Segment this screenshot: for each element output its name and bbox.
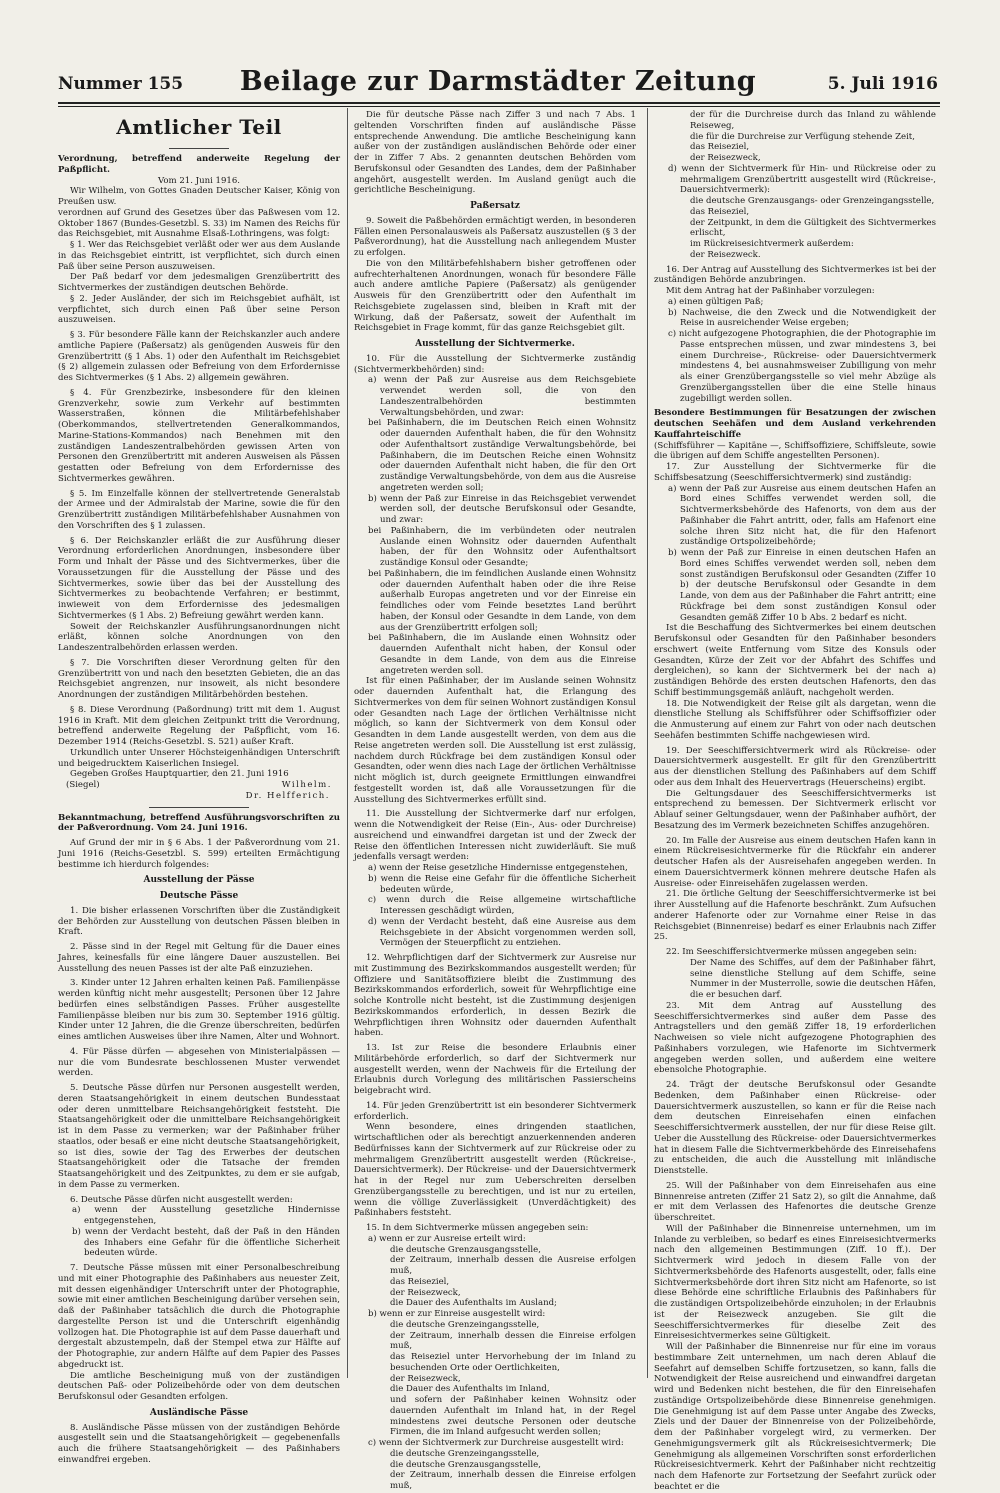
separator — [149, 807, 249, 808]
paragraph: 3. Kinder unter 12 Jahren erhalten keinen Paß. Familienpässe werden künftig nicht mehr ausgestellt; Personen über 12 Jahre bedürfen eines selbständigen Passes. Früher ausgestellte Familienpässe bleiben nur bis zum 30. September 1916 gültig. Kinder unter 12 Jahren, die die Grenze überschreiten, bedürfen eines amtlichen Ausweises über ihre Namen, Alter und Wohnort. — [58, 978, 340, 1042]
paragraph: 9. Soweit die Paßbehörden ermächtigt werden, in besonderen Fällen einen Personalausweis als Paßersatz auszustellen (§ 3 der Paßverordnung), hat die Ausstellung nach anliegendem Muster zu erfolgen. — [354, 215, 636, 258]
paragraph: Die für deutsche Pässe nach Ziffer 3 und nach 7 Abs. 1 geltenden Vorschriften finden auf ausländische Pässe entsprechende Anwendung. Die amtliche Bescheinigung kann außer von der zuständigen ausländischen Behörde oder einer der in Ziffer 7 Abs. 2 genannten deutschen Behörden vom Berufskonsul oder Gesandten des Landes, dem der Paßinhaber angehört, ausgestellt werden. Im Ausland genügt auch die gerichtliche Bescheinigung. — [354, 110, 636, 196]
paragraph: 15. In dem Sichtvermerke müssen angegeben sein: — [366, 1223, 589, 1233]
list-subitem: der für die Durchreise durch das Inland zu wählende Reiseweg, — [690, 110, 936, 131]
list-item: c) wenn durch die Reise allgemeine wirtschaftliche Interessen geschädigt würden, — [368, 895, 636, 916]
list-item: b) wenn die Reise eine Gefahr für die öffentliche Sicherheit bedeuten würde, — [368, 873, 636, 895]
paragraph: Mit dem Antrag hat der Paßinhaber vorzulegen: — [666, 286, 875, 296]
paragraph: 13. Ist zur Reise die besondere Erlaubnis einer Militärbehörde erforderlich, so darf der Sichtvermerk nur ausgestellt werden, wenn der Nachweis für die Erteilung der Erlaubnis durch Vorlegung des militärischen Passierscheins beigebracht wird. — [354, 1043, 636, 1096]
list-item: b) wenn der Verdacht besteht, daß der Paß in den Händen des Inhabers eine Gefahr für die öffentliche Sicherheit bedeuten würde. — [72, 1226, 340, 1259]
paragraph: Auf Grund der mir in § 6 Abs. 1 der Paßverordnung vom 21. Juni 1916 (Reichs-Gesetzbl. S. 599) erteilten Ermächtigung bestimme ich hierdurch folgendes: — [58, 838, 340, 870]
paragraph: 18. Die Notwendigkeit der Reise gilt als dargetan, wenn die dienstliche Stellung als Schiffsführer oder Schiffsoffizier oder die Anmusterung auf einem zur Fahrt von oder nach deutschen Seehäfen bestimmten Schiffe nachgewiesen wird. — [654, 698, 936, 741]
paragraph: § 8. Diese Verordnung (Paßordnung) tritt mit dem 1. August 1916 in Kraft. Mit dem gleichen Zeitpunkt tritt die Verordnung, betreffend anderweite Regelung der Paßpflicht, vom 16. Dezember 1914 (Reichs-Gesetzbl. S. 521) außer Kraft. — [58, 704, 340, 747]
list-subitem: das Reiseziel unter Hervorhebung der im Inland zu besuchenden Orte oder Oertlichkeiten, — [390, 1352, 636, 1373]
column-3 — [654, 110, 936, 1492]
list-subitem: das Reiseziel, — [690, 206, 750, 217]
decree-intro: Wir Wilhelm, von Gottes Gnaden Deutscher Kaiser, König von Preußen usw. — [58, 186, 340, 207]
list-subitem: die deutsche Grenzeingangsstelle, — [390, 1448, 540, 1459]
paragraph: § 6. Der Reichskanzler erläßt die zur Ausführung dieser Verordnung erforderlichen Anordnungen, insbesondere über Form und Inhalt der Pässe und des Sichtvermerkes, über die Voraussetzungen für die Ausstellung der Pässe und des Sichtvermerkes, sowie über das bei der Ausstellung des Sichtvermerkes zu beobachtende Verfahren; er bestimmt, inwieweit von dem Erfordernisse des jedesmaligen Sichtvermerkes (§ 1 Abs. 2) Befreiung gewährt werden kann. — [58, 535, 340, 621]
signature-emperor: Wilhelm. — [281, 780, 332, 790]
paragraph: § 1. Wer das Reichsgebiet verläßt oder wer aus dem Auslande in das Reichsgebiet eintritt, ist verpflichtet, sich durch einen Paß über seine Person auszuweisen. — [58, 240, 340, 272]
paragraph: 19. Der Seeschiffersichtvermerk wird als Rückreise- oder Dauersichtvermerk ausgestellt. Er gilt für den Grenzübertritt aus der dienstlichen Stellung des Paßinhabers auf dem Schiff oder aus dem Inhalt des Heuervertrags (Heuerscheins) ergibt. — [654, 745, 936, 788]
paragraph: 6. Deutsche Pässe dürfen nicht ausgestellt werden: — [70, 1194, 293, 1205]
paragraph: § 5. Im Einzelfalle können der stellvertretende Generalstab der Armee und der Admiralstab der Marine, sowie die für den Grenzübertritt zuständigen Militärbefehlshaber Ausnahmen von den Vorschriften des § 1 zulassen. — [58, 488, 340, 531]
subheading: Ausstellung der Pässe — [143, 875, 255, 886]
paragraph: 2. Pässe sind in der Regel mit Geltung für die Dauer eines Jahres, keinesfalls für eine längere Dauer auszustellen. Bei Ausstellung des neuen Passes ist der alte Paß einzuziehen. — [58, 942, 340, 974]
header-rule-thin — [58, 106, 940, 107]
paragraph: 22. Im Seeschiffersichtvermerke müssen angegeben sein: — [666, 947, 917, 957]
list-subitem: die für die Durchreise zur Verfügung stehende Zeit, — [690, 131, 915, 142]
list-item: bei Paßinhabern, die im Deutschen Reich einen Wohnsitz oder dauernden Aufenthalt haben, die für den Wohnsitz oder Aufenthaltsort zuständige Verwaltungsbehörde, bei Paßinhabern, die im Deutschen Reiche einen Wohnsitz oder dauernden Aufenthalt nicht haben, die für den Ort zuständige Verwaltungsbehörde, von dem aus die Ausreise angetreten werden soll; — [368, 418, 636, 493]
page-header — [58, 66, 938, 100]
paragraph: 16. Der Antrag auf Ausstellung des Sichtvermerkes ist bei der zuständigen Behörde anzubringen. — [654, 264, 936, 286]
column-1 — [58, 110, 340, 1465]
list-subitem: der Reisezweck, — [690, 153, 761, 163]
list-item: d) wenn der Verdacht besteht, daß eine Ausreise aus dem Reichsgebiete in der Absicht vorgenommen werden soll, Vermögen der Steuerpflicht zu entziehen. — [368, 916, 636, 949]
paragraph: Will der Paßinhaber die Binnenreise unternehmen, um im Inlande zu verbleiben, so bedarf es eines Einreisesichtvermerks nach den allgemeinen Bestimmungen (Ziff. 10 ff.). Der Sichtvermerk wird jedoch in diesem Falle von der Sichtvermerksbehörde des Hafenorts ausgestellt, oder, falls eine Sichtvermerksbehörde dort ihren Sitz nicht am Hafenorte, so ist diese Behörde eine schriftliche Erlaubnis des Paßinhabers für die zuständigen Ortspolizeibehörde einzuholen; in der Erlaubnis ist der Reisezweck anzugeben. Sie gilt die Seeschiffersichtvermerkes für dieselbe Zeit des Einreisesichtvermerkes seine Gültigkeit. — [654, 1223, 936, 1342]
paragraph: Urkundlich unter Unserer Höchsteigenhändigen Unterschrift und beigedrucktem Kaiserlichen Insiegel. — [58, 747, 340, 769]
list-item: b) Nachweise, die den Zweck und die Notwendigkeit der Reise in ausreichender Weise ergeben; — [668, 307, 936, 329]
column-2 — [354, 110, 636, 1491]
issue-number: Nummer 155 — [58, 74, 184, 94]
signature-block — [58, 780, 340, 791]
paragraph: § 2. Jeder Ausländer, der sich im Reichsgebiet aufhält, ist verpflichtet, sich durch einen Paß über seine Person auszuweisen. — [58, 293, 340, 326]
list-subitem: der Reisezweck. — [690, 249, 761, 260]
signature-chancellor: Dr. Helfferich. — [245, 790, 330, 801]
paragraph: Die von den Militärbefehlshabern bisher getroffenen oder aufrechterhaltenen Anordnungen, wonach für besondere Fälle auch andere amtliche Papiere (Paßersatz) als genügender Ausweis für den Grenzübertritt oder den Aufenthalt im Reichsgebiete zugelassen sind, bleiben in Kraft mit der Wirkung, daß der Paßersatz, soweit der Aufenthalt im Reichsgebiet in Frage kommt, für das ganze Reichsgebiet gilt. — [354, 258, 636, 334]
paragraph: § 4. Für Grenzbezirke, insbesondere für den kleinen Grenzverkehr, sowie zum Verkehr auf bestimmten Wasserstraßen, können die Militärbefehlshaber (Oberkommandos, stellvertretenden Generalkommandos, Marine-Stations-Kommandos) nach Benehmen mit den zuständigen Landeszentralbehörden gewissen Arten von Personen den Grenzübertritt mit anderen Ausweisen als Pässen gestatten oder Befreiung von dem Erfordernisse des Sichtvermerkes gewähren. — [58, 387, 340, 484]
paragraph: Die amtliche Bescheinigung muß von der zuständigen deutschen Paß- oder Polizeibehörde oder von dem deutschen Berufskonsul oder Gesandten erfolgen. — [58, 1370, 340, 1402]
list-subitem: das Reiseziel, — [390, 1276, 450, 1287]
subheading: Paßersatz — [470, 201, 520, 211]
paragraph: Die Geltungsdauer des Seeschiffersichtvermerks ist entsprechend zu bemessen. Der Sichtvermerk erlischt vor Ablauf seiner Geltungsdauer, wenn der Paßinhaber aufhört, der Besatzung des im Vermerk bezeichneten Schiffes anzugehören. — [654, 788, 936, 831]
list-subitem: die deutsche Grenzausgangsstelle, — [390, 1459, 541, 1470]
paragraph: 8. Ausländische Pässe müssen von der zuständigen Behörde ausgestellt sein und die Staatsangehörigkeit — gegebenenfalls auch die frühere Staatsangehörigkeit — des Paßinhabers einwandfrei ergeben. — [58, 1422, 340, 1465]
paragraph: Will der Paßinhaber die Binnenreise nur für eine im voraus bestimmbare Zeit unternehmen, um nach deren Ablauf die Seefahrt auf demselben Schiffe fortzusetzen, so kann, falls die Notwendigkeit der Reise ausreichend und einwandfrei dargetan wird und Bedenken nicht bestehen, die für den Einreisehafen zuständige Ortspolizeibehörde diese Binnenreise genehmigen. Die Genehmigung ist auf dem Passe unter Angabe des Zwecks, Ziels und der Dauer der Binnenreise von der Polizeibehörde, dem der Paßinhaber vorgelegt wird, zu vermerken. Der Genehmigungsvermerk gilt als Rückreisesichtvermerk; Die Genehmigung als allgemeinen Vorschriften sonst erforderlichen Rückreisesichtvermerk. Kehrt der Paßinhaber nicht rechtzeitig nach dem Hafenorte zur Fortsetzung der Seefahrt zurück oder beachtet er die — [654, 1342, 936, 1492]
paragraph: 24. Trägt der deutsche Berufskonsul oder Gesandte Bedenken, dem Paßinhaber einen Rückreise- oder Dauersichtvermerk auszustellen, so kann er für die Reise nach dem deutschen Einreisehafen einen einfachen Seeschiffersichtvermerk ausstellen, der nur für diese Reise gilt. Ueber die Ausstellung des Rückreise- oder Dauersichtvermerkes hat in diesem Falle die Sichtvermerkbehörde des Einreisehafens zu entscheiden, die auch die Ausstellung mit inländische Dienststelle. — [654, 1080, 936, 1176]
paragraph: 5. Deutsche Pässe dürfen nur Personen ausgestellt werden, deren Staatsangehörigkeit in einem deutschen Bundesstaat oder deren unmittelbare Reichsangehörigkeit feststeht. Die Staatsangehörigkeit oder die unmittelbare Reichsangehörigkeit ist in dem Passe zu vermerken; war der Paßinhaber früher staatlos, oder besaß er eine nicht deutsche Staatsangehörigkeit, so ist dies, sowie der Tag des Erwerbes der deutschen Staatsangehörigkeit oder die Tatsache der fremden Staatsangehörigkeit und des Zeitpunktes, zu dem er sie aufgab, in dem Passe zu vermerken. — [58, 1083, 340, 1190]
list-subitem: im Rückreisesichtvermerk außerdem: — [690, 239, 854, 249]
paragraph: 17. Zur Ausstellung der Sichtvermerke für die Schiffsbesatzung (Seeschiffersichtvermerk) sind zuständig: — [654, 462, 936, 483]
list-item: bei Paßinhabern, die im feindlichen Auslande einen Wohnsitz oder dauernden Aufenthalt haben oder die ihre Reise außerhalb Europas angetreten und vor der Einreise ein feindliches oder vom Feinde besetztes Land berührt haben, der Konsul oder Gesandte in dem Lande, von dem aus der Grenzübertritt erfolgen soll; — [368, 568, 636, 633]
list-item: a) wenn der Paß zur Ausreise aus dem Reichsgebiete verwendet werden soll, die von den Landeszentralbehörden bestimmten Verwaltungsbehörden, und zwar: — [368, 375, 636, 418]
paragraph: 23. Mit dem Antrag auf Ausstellung des Seeschiffersichtvermerkes sind außer dem Passe des Antragstellers und den gemäß Ziffer 18, 19 erforderlichen Nachweisen so viele nicht aufgezogene Photographien des Paßinhabers vorzulegen, wie Hafenorte im Sichtvermerk angegeben werden sollen, und außerdem eine weitere ebensolche Photographie. — [654, 1000, 936, 1076]
list-subitem: die deutsche Grenzeingangsstelle, — [390, 1319, 540, 1330]
list-item: a) einen gültigen Paß; — [668, 296, 764, 307]
list-item: bei Paßinhabern, die im Auslande einen Wohnsitz oder dauernden Aufenthalt nicht haben, der Konsul oder Gesandte in dem Lande, von dem aus die Einreise angetreten werden soll. — [368, 633, 636, 676]
list-subitem: der Zeitraum, innerhalb dessen die Einreise erfolgen muß, — [390, 1330, 636, 1352]
list-subitem: die deutsche Grenzausgangsstelle, — [390, 1244, 541, 1255]
issue-date: 5. Juli 1916 — [827, 74, 938, 94]
newspaper-title: Beilage zur Darmstädter Zeitung — [239, 66, 757, 97]
subheading: Ausstellung der Sichtvermerke. — [415, 339, 575, 349]
paragraph: § 3. Für besondere Fälle kann der Reichskanzler auch andere amtliche Papiere (Paßersatz) als genügenden Ausweis für den Grenzübertritt (§ 1 Abs. 1) oder den Aufenthalt im Reichsgebiet (§ 2) allgemein zulassen oder Befreiung von dem Erfordernisse des Sichtvermerkes (§ 1 Abs. 2) allgemein gewähren. — [58, 330, 340, 383]
paragraph: Der Paß bedarf vor dem jedesmaligen Grenzübertritt des Sichtvermerkes der zuständigen deutschen Behörde. — [58, 272, 340, 293]
paragraph: Ist die Beschaffung des Sichtvermerkes bei einem deutschen Berufskonsul oder Gesandten für den Paßinhaber besonders erschwert (weite Entfernung vom Sitze des Konsuls oder Gesandten, Kürze der Zeit vor der Abfahrt des Schiffes und dergleichen), so kann der Sichtvermerk bei der nach a) zuständigen Behörde des ersten deutschen Hafenorts, den das Schiff bestimmungsgemäß anläuft, nachgeholt werden. — [654, 623, 936, 698]
paragraph: 14. Für jeden Grenzübertritt ist ein besonderer Sichtvermerk erforderlich. — [354, 1100, 636, 1122]
paragraph: 10. Für die Ausstellung der Sichtvermerke zuständig (Sichtvermerkbehörden) sind: — [354, 353, 636, 375]
list-subitem: der Reisezweck, — [390, 1287, 461, 1298]
decree-intro-2: verordnen auf Grund des Gesetzes über das Paßwesen vom 12. Oktober 1867 (Bundes-Gesetzbl. S. 33) im Namen des Reichs für das Reichsgebiet, mit Ausnahme Elsaß-Lothringens, was folgt: — [58, 207, 340, 240]
paragraph: 25. Will der Paßinhaber von dem Einreisehafen aus eine Binnenreise antreten (Ziffer 21 Satz 2), so gilt die Annahme, daß er mit dem Verlassen des Hafenortes die deutsche Grenze überschreitet. — [654, 1180, 936, 1223]
section-subheading: Besondere Bestimmungen für Besatzungen der zwischen deutschen Seehäfen und dem Ausland verkehrenden Kauffahrteischiffe — [654, 408, 936, 440]
paragraph: § 7. Die Vorschriften dieser Verordnung gelten für den Grenzübertritt von und nach den besetzten Gebieten, die an das Reichsgebiet angrenzen, nur insoweit, als nicht besondere Anordnungen der zuständigen Militärbehörden bestehen. — [58, 657, 340, 700]
list-item: a) wenn der Ausstellung gesetzliche Hindernisse entgegenstehen, — [72, 1205, 340, 1226]
list-subitem: die Dauer des Aufenthalts im Inland, — [390, 1384, 550, 1395]
list-item: d) wenn der Sichtvermerk für Hin- und Rückreise oder zu mehrmaligem Grenzübertritt ausgestellt wird (Rückreise-, Dauersichtvermerk): — [668, 163, 936, 196]
decree-title: Verordnung, betreffend anderweite Regelung der Paßpflicht. — [58, 154, 340, 175]
list-subitem: Der Name des Schiffes, auf dem der Paßinhaber fährt, seine dienstliche Stellung auf dem Schiffe, seine Nummer in der Musterrolle, sowie die deutschen Häfen, die er besuchen darf. — [690, 957, 936, 1000]
paragraph: Wenn besondere, eines dringenden staatlichen, wirtschaftlichen oder als berechtigt anzuerkennenden anderen Bedürfnisses kann der Sichtvermerk auf zur Rückreise oder zu mehrmaligem Grenzübertritt ausgestellt werden (Rückreise-, Dauersichtvermerk). Der Rückreise- und der Dauersichtvermerk hat in der Regel nur zum Ueberschreiten derselben Grenzübergangsstelle zu berechtigen, und ist nur zu erteilen, wenn die völlige Zuverlässigkeit (Unverdächtigkeit) des Paßinhabers feststeht. — [354, 1122, 636, 1219]
list-subitem: und sofern der Paßinhaber keinen Wohnsitz oder dauernden Aufenthalt im Inland hat, in der Regel mindestens zwei deutsche Personen oder deutsche Firmen, die im Inland aufgesucht werden sollen; — [390, 1395, 636, 1438]
decree-date: Vom 21. Juni 1916. — [157, 175, 241, 186]
list-item: c) nicht aufgezogene Photographien, die der Photographie im Passe entsprechen müssen, und zwar mindestens 3, bei einem Durchreise-, Rückreise- oder Dauersichtvermerk mindestens 4, bei ausnahmsweiser Zubilligung von mehr als einer Grenzübergangsstelle so viel mehr Abzüge als Grenzübergangsstellen über die eine Stelle hinaus zugebilligt werden sollen. — [668, 329, 936, 404]
list-subitem: das Reiseziel, — [690, 142, 750, 153]
paragraph: 21. Die örtliche Geltung der Seeschiffersichtvermerke ist bei ihrer Ausstellung auf die Hafenorte beschränkt. Zum Aufsuchen anderer Hafenorte oder zur Vornahme einer Reise in das Reichsgebiet (Binnenreise) bedarf es einer Erlaubnis nach Ziffer 25. — [654, 889, 936, 943]
column-divider-2 — [647, 108, 648, 1378]
announcement-title: Bekanntmachung, betreffend Ausführungsvorschriften zu der Paßverordnung. Vom 24. Juni 1916. — [58, 812, 340, 834]
paragraph: Ist für einen Paßinhaber, der im Auslande seinen Wohnsitz oder dauernden Aufenthalt hat, die Erlangung des Sichtvermerkes von dem für seinen Wohnort zuständigen Konsul oder Gesandten nach Lage der örtlichen Verhältnisse nicht möglich, so kann der Sichtvermerk von dem Konsul oder Gesandten in dem Lande ausgestellt werden, von dem aus die Reise angetreten werden soll. Die Ausstellung ist erst zulässig, nachdem durch Rückfrage bei dem zuständigen Konsul oder Gesandten, oder wenn dies nach Lage der örtlichen Verhältnisse nicht möglich ist, durch geeignete Ermittlungen einwandfrei festgestellt worden ist, daß alle Voraussetzungen für die Ausstellung des Sichtvermerkes erfüllt sind. — [354, 676, 636, 805]
paragraph: 1. Die bisher erlassenen Vorschriften über die Zuständigkeit der Behörden zur Ausstellung von deutschen Pässen bleiben in Kraft. — [58, 905, 340, 938]
column-divider-1 — [347, 108, 348, 1378]
subheading: Deutsche Pässe — [159, 891, 239, 901]
list-item: bei Paßinhabern, die im verbündeten oder neutralen Auslande einen Wohnsitz oder dauernden Aufenthalt haben, der für den Wohnsitz oder Aufenthaltsort zuständige Konsul oder Gesandte; — [368, 525, 636, 568]
list-item: b) wenn er zur Einreise ausgestellt wird: — [368, 1309, 546, 1319]
list-item: b) wenn der Paß zur Einreise in das Reichsgebiet verwendet werden soll, der deutsche Berufskonsul oder Gesandte, und zwar: — [368, 493, 636, 525]
list-item: a) wenn er zur Ausreise erteilt wird: — [368, 1233, 526, 1244]
paragraph: 12. Wehrpflichtigen darf der Sichtvermerk zur Ausreise nur mit Zustimmung des Bezirkskommandos ausgestellt werden; für Offiziere und Sanitätsoffiziere bleibt die Zustimmung des Bezirkskommandos erforderlich, soweit für Wehrpflichtige eine solche Kontrolle nicht besteht, ist die Zustimmung desjenigen Bezirkskommandos erforderlich, in dessen Bezirk die Wehrpflichtigen ihren Wohnsitz oder dauernden Aufenthalt haben. — [354, 953, 636, 1039]
list-subitem: der Reisezweck, — [390, 1373, 461, 1384]
subheading: Ausländische Pässe — [149, 1407, 249, 1418]
seal-text: (Siegel) — [66, 780, 100, 790]
header-rule — [58, 102, 940, 104]
paragraph: 7. Deutsche Pässe müssen mit einer Personalbeschreibung und mit einer Photographie des Paßinhabers aus neuester Zeit, mit dessen eigenhändiger Unterschrift unter der Photographie, sowie mit einer amtlichen Bescheinigung darüber versehen sein, daß der Paßinhaber tatsächlich die durch die Photographie dargestellte Person ist und die Unterschrift eigenhändig vollzogen hat. Die Photographie ist auf dem Passe dauerhaft und dergestalt abzustempeln, daß der Stempel etwa zur Hälfte auf der Photographie, zur andern Hälfte auf dem Papier des Passes abgedruckt ist. — [58, 1263, 340, 1370]
list-subitem: die Dauer des Aufenthalts im Ausland; — [390, 1298, 557, 1309]
paragraph: 4. Für Pässe dürfen — abgesehen von Ministerialpässen — nur die vom Bundesrate beschlossenen Muster verwendet werden. — [58, 1046, 340, 1079]
paragraph: (Schiffsführer — Kapitäne —, Schiffsoffiziere, Schiffsleute, sowie die übrigen auf dem Schiffe angestellten Personen). — [654, 440, 936, 462]
paragraph: 20. Im Falle der Ausreise aus einem deutschen Hafen kann in einem Rückreisesichtvermerke für die Rückfahr ein anderer deutscher Hafen als der Ausreisehafen angegeben werden. In einem Dauersichtvermerk können mehrere deutsche Hafen als Ausreise- oder Einreisehäfen zugelassen werden. — [654, 835, 936, 889]
given-line: Gegeben Großes Hauptquartier, den 21. Juni 1916 — [70, 769, 289, 780]
list-subitem: der Zeitraum, innerhalb dessen die Einreise erfolgen muß, — [390, 1470, 636, 1491]
list-subitem: der Zeitpunkt, in dem die Gültigkeit des Sichtvermerkes erlischt, — [690, 217, 936, 239]
list-item: b) wenn der Paß zur Einreise in einen deutschen Hafen an Bord eines Schiffes verwendet werden soll, neben dem sonst zuständigen Berufskonsul oder Gesandten (Ziffer 10 b) der deutsche Berufskonsul oder Gesandte in dem Lande, von dem aus der Paßinhaber die Fahrt antritt; eine Rückfrage bei dem sonst zuständigen Konsul oder Gesandten gemäß Ziffer 10 b Abs. 2 bedarf es nicht. — [668, 548, 936, 623]
section-heading: Amtlicher Teil — [116, 115, 282, 139]
list-item: c) wenn der Sichtvermerk zur Durchreise ausgestellt wird: — [368, 1438, 624, 1448]
list-item: a) wenn der Reise gesetzliche Hindernisse entgegenstehen, — [368, 863, 628, 873]
paragraph: 11. Die Ausstellung der Sichtvermerke darf nur erfolgen, wenn die Notwendigkeit der Reise (Ein-, Aus- oder Durchreise) ausreichend und einwandfrei dargetan ist und der Zweck der Reise den öffentlichen Interessen nicht zuwiderläuft. Sie muß jedenfalls versagt werden: — [354, 809, 636, 863]
separator — [169, 148, 229, 149]
list-subitem: der Zeitraum, innerhalb dessen die Ausreise erfolgen muß, — [390, 1255, 636, 1276]
list-item: a) wenn der Paß zur Ausreise aus einem deutschen Hafen an Bord eines Schiffes verwendet werden soll, die Sichtvermerksbehörde des Hafenorts, von dem aus der Paßinhaber die Fahrt antritt, oder, falls am Hafenort eine solche ihren Sitz nicht hat, die für den Hafenort zuständige Ortspolizeibehörde; — [668, 483, 936, 548]
paragraph: Soweit der Reichskanzler Ausführungsanordnungen nicht erläßt, können solche Anordnungen von den Landeszentralbehörden erlassen werden. — [58, 621, 340, 653]
list-subitem: die deutsche Grenzausgangs- oder Grenzeingangsstelle, — [690, 196, 935, 206]
